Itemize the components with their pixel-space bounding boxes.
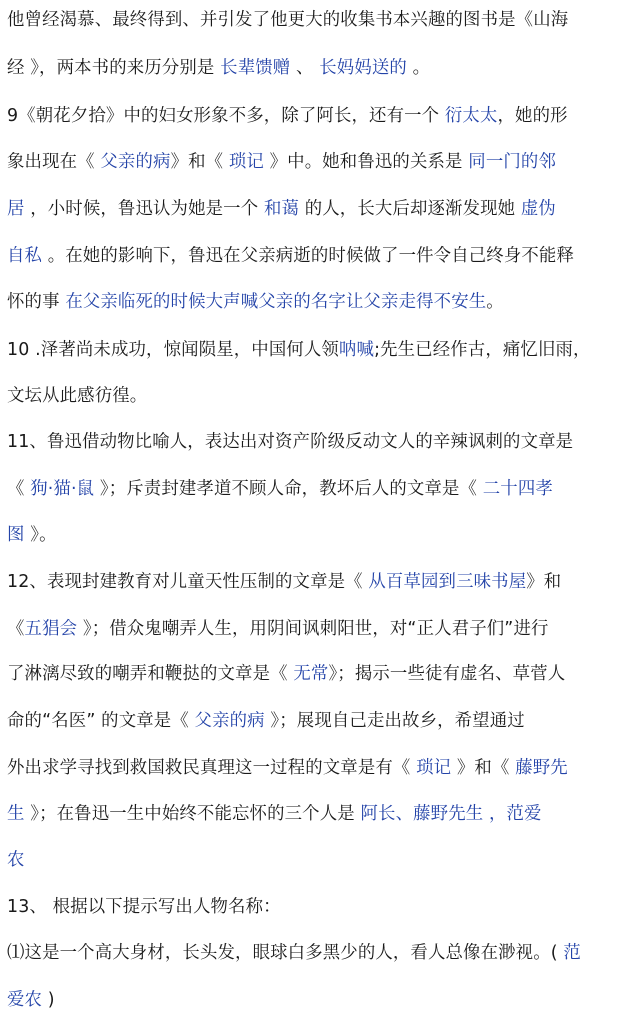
answer-text: 范 [563, 943, 581, 963]
answer-text: 生 [7, 804, 25, 824]
question-text: 。 [486, 292, 504, 312]
question-text: ，小时候，鲁迅认为她是一个 [24, 199, 264, 219]
text-line [7, 338, 591, 362]
question-text: 》；斥责封建孝道不顾人命，教坏后人的文章是《 [94, 479, 483, 499]
answer-text: 和蔼 [263, 199, 300, 219]
question-text: 他曾经渴慕、最终得到、并引发了他更大的收集书本兴趣的图书是《山海 [7, 10, 569, 30]
text-line [7, 662, 565, 686]
question-text: 》；借众鬼嘲弄人生，用阴间讽刺阳世，对“正人君子们”进行 [77, 619, 549, 639]
answer-text: 狗·猫·鼠 [30, 479, 95, 499]
question-text: 》和《 [170, 152, 229, 172]
question-text: 《 [7, 619, 25, 639]
question-text: ⑴这是一个高大身材，长头发，眼球白多黑少的人，看人总像在渺视。( [7, 943, 564, 963]
question-text: 9《朝花夕拾》中的妇女形象不多，除了阿长，还有一个 [7, 106, 445, 126]
text-line [7, 709, 525, 733]
answer-text: 同一门的邻 [468, 152, 556, 172]
text-line [7, 290, 504, 314]
question-text: ，她的形 [497, 106, 568, 126]
answer-text: 阿长、藤野先生 ，范爱 [360, 804, 542, 824]
question-text: ) [42, 990, 55, 1010]
answer-text: 虚伪 [520, 199, 556, 219]
question-text: 《 [7, 479, 31, 499]
text-line [7, 150, 556, 174]
text-line [7, 988, 55, 1012]
text-line [7, 802, 542, 826]
question-text: 》；在鲁迅一生中始终不能忘怀的三个人是 [24, 804, 361, 824]
question-text: 文坛从此感彷徨。 [7, 386, 148, 406]
answer-text: 从百草园到三味书屋 [368, 572, 527, 592]
question-text: 》。 [24, 525, 57, 545]
text-line [7, 848, 25, 872]
question-text: 的人，长大后却逐渐发现她 [299, 199, 521, 219]
question-text: 13、 根据以下提示写出人物名称： [7, 897, 281, 917]
question-text: 。 [406, 58, 431, 78]
question-text: 象出现在《 [7, 152, 101, 172]
answer-text: 藤野先 [515, 758, 568, 778]
answer-text: 在父亲临死的时候大声喊父亲的名字让父亲走得不安生 [65, 292, 487, 312]
text-line [7, 197, 556, 221]
text-line [7, 8, 568, 32]
text-line [7, 617, 549, 641]
question-text: 》；揭示一些徒有虚名、草菅人 [328, 664, 566, 684]
answer-text: 无常 [293, 664, 329, 684]
text-line [7, 56, 430, 80]
question-text: 了淋漓尽致的嘲弄和鞭挞的文章是《 [7, 664, 294, 684]
answer-text: 农 [7, 850, 25, 870]
answer-text: 衍太太 [444, 106, 498, 126]
text-line [7, 895, 281, 919]
question-text: 经 》，两本书的来历分别是 [7, 58, 221, 78]
answer-text: 琐记 [416, 758, 452, 778]
answer-text: 居 [7, 199, 25, 219]
question-text: 怀的事 [7, 292, 66, 312]
answer-text: 爱农 [7, 990, 43, 1010]
answer-text: 长妈妈送的 [319, 58, 407, 78]
answer-text: 图 [7, 525, 25, 545]
question-text: 。在她的影响下，鲁迅在父亲病逝的时候做了一件令自己终身不能释 [42, 246, 574, 266]
answer-text: 琐记 [228, 152, 264, 172]
answer-text: 长辈馈赠 [220, 58, 291, 78]
text-line [7, 104, 568, 128]
answer-text: 五猖会 [24, 619, 78, 639]
question-text: 10 .泽著尚未成功，惊闻陨星，中国何人领 [7, 340, 339, 360]
question-text: 》；展现自己走出故乡，希望通过 [264, 711, 525, 731]
text-line [7, 523, 57, 547]
question-text: 、 [290, 58, 320, 78]
text-line [7, 384, 147, 408]
answer-text: 父亲的病 [100, 152, 171, 172]
answer-text: 自私 [7, 246, 43, 266]
text-line [7, 941, 581, 965]
question-text: 》和《 [451, 758, 516, 778]
text-line [7, 570, 561, 594]
text-line [7, 430, 573, 454]
question-text: 》和 [526, 572, 562, 592]
text-line [7, 477, 553, 501]
question-text: 命的“名医” 的文章是《 [7, 711, 195, 731]
answer-text: 二十四孝 [482, 479, 553, 499]
answer-text: 父亲的病 [194, 711, 265, 731]
text-line [7, 756, 568, 780]
question-text: 》中。她和鲁迅的关系是 [263, 152, 469, 172]
question-text: 12、表现封建教育对儿童天性压制的文章是《 [7, 572, 369, 592]
question-text: 11、鲁迅借动物比喻人，表达出对资产阶级反动文人的辛辣讽刺的文章是 [7, 432, 574, 452]
question-text: ;先生已经作古，痛忆旧雨， [374, 340, 591, 360]
answer-text: 呐喊 [338, 340, 375, 360]
question-text: 外出求学寻找到救国救民真理这一过程的文章是有《 [7, 758, 417, 778]
text-line [7, 244, 574, 268]
